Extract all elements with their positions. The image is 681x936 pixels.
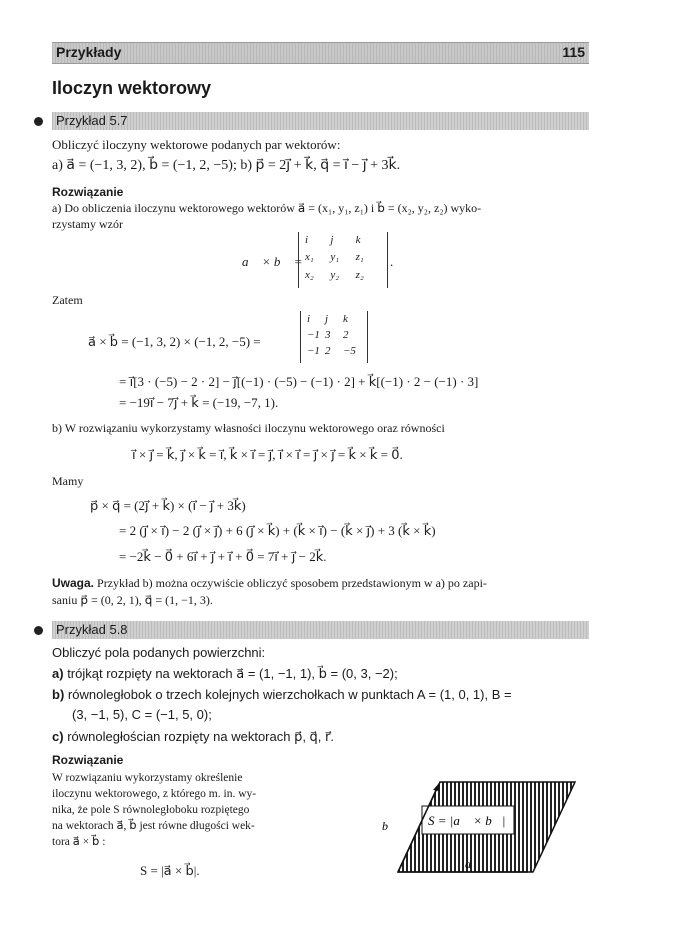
matrix-cell: y₁ [330, 251, 340, 264]
bullet-icon [34, 626, 43, 635]
formula-lhs: a⃗ × b⃗ = [242, 254, 303, 269]
solution-text: b) W rozwiązaniu wykorzystamy własności iloczynu wektorowego oraz równości [52, 421, 445, 435]
item-label: b) [52, 687, 65, 702]
matrix-cell: 2 [343, 329, 349, 341]
solution-text: rzystamy wzór [52, 217, 123, 231]
zatem-label: Zatem [52, 293, 83, 307]
identities: i⃗ × j⃗ = k⃗, j⃗ × k⃗ = i⃗, k⃗ × i⃗ = j⃗, i⃗ × i⃗ = j⃗ × j⃗ = k⃗ × k⃗ = 0⃗. [132, 447, 403, 462]
matrix-cell: k⃗ [343, 313, 357, 325]
matrix-cell: x₁ [305, 251, 314, 264]
solution-line: iloczynu wektorowego, z którego m. in. wy- [52, 788, 257, 800]
calc-line: p⃗ × q⃗ = (2j⃗ + k⃗) × (i⃗ − j⃗ + 3k⃗) [90, 498, 246, 513]
exercise-parts: a) a⃗ = (−1, 3, 2), b⃗ = (−1, 2, −5); b) p⃗ = 2j⃗ + k⃗, q⃗ = i⃗ − j⃗ + 3k⃗. [52, 158, 401, 173]
exercise-item [52, 665, 398, 682]
solution-line: nika, że pole S równoległoboku rozpiętego [52, 804, 250, 816]
matrix-cell: −1 [307, 345, 320, 357]
example-label: Przykład 5.8 [56, 622, 128, 637]
example-label: Przykład 5.7 [56, 113, 128, 128]
example-bar [52, 621, 589, 639]
page-header [52, 42, 589, 64]
matrix-cell: z₁ [355, 251, 364, 264]
item-text: (3, −1, 5), C = (−1, 5, 0); [72, 707, 212, 722]
matrix-cell: 3 [325, 329, 331, 341]
calc-line: = 2 (j⃗ × i⃗) − 2 (j⃗ × j⃗) + 6 (j⃗ × k⃗) + (k⃗ × i⃗) − (k⃗ × j⃗) + 3 (k⃗ × k⃗) [119, 523, 436, 538]
parallelogram-figure [370, 770, 590, 880]
item-text: równoległościan rozpięty na wektorach p⃗, q⃗, r⃗. [67, 729, 334, 744]
calc-line: = i⃗[3 · (−5) − 2 · 2] − j⃗[(−1) · (−5) − (−1) · 2] + k⃗[(−1) · 2 − (−1) · 3] [119, 374, 479, 389]
solution-text-block [52, 770, 256, 850]
solution-heading: Rozwiązanie [52, 753, 124, 767]
calc-line: = −2k⃗ − 0⃗ + 6i⃗ + j⃗ + i⃗ + 0⃗ = 7i⃗ + j⃗ − 2k⃗. [119, 549, 327, 564]
solution-line: na wektorach a⃗, b⃗ jest równe długości wek- [52, 820, 255, 832]
matrix-cell: i⃗ [305, 234, 317, 246]
exercise-item [52, 686, 512, 703]
solution-heading: Rozwiązanie [52, 185, 124, 199]
item-text: trójkąt rozpięty na wektorach a⃗ = (1, −1, 1), b⃗ = (0, 3, −2); [67, 666, 398, 681]
area-label: S = |a⃗ × b⃗| [428, 813, 506, 828]
matrix-cell: j⃗ [325, 313, 337, 325]
note [52, 575, 487, 591]
matrix-cell: y₂ [330, 268, 340, 281]
matrix-cell: −1 [307, 329, 320, 341]
matrix-cell: k⃗ [355, 234, 370, 246]
arrowhead-icon [433, 782, 440, 791]
section-title: Iloczyn wektorowy [52, 78, 212, 98]
mamy-label: Mamy [52, 474, 84, 488]
note-text: saniu p⃗ = (0, 2, 1), q⃗ = (1, −1, 3). [52, 593, 213, 607]
vector-b-label: b⃗ [382, 819, 398, 833]
determinant [300, 311, 368, 363]
solution-line: tora a⃗ × b⃗ : [52, 836, 106, 848]
matrix-cell: z₂ [355, 268, 364, 281]
page-number: 115 [562, 44, 585, 60]
item-label: a) [52, 666, 64, 681]
note-label: Uwaga. [52, 576, 95, 590]
exercise-intro: Obliczyć pola podanych powierzchni: [52, 645, 266, 660]
section-name: Przykłady [56, 44, 122, 60]
exercise-item [52, 728, 334, 745]
matrix-cell: −5 [343, 345, 356, 357]
example-bar [52, 112, 589, 130]
matrix-cell: x₂ [305, 268, 314, 281]
solution-line: W rozwiązaniu wykorzystamy określenie [52, 772, 243, 784]
vector-a-label: a⃗ [465, 857, 481, 871]
calc-lhs: a⃗ × b⃗ = (−1, 3, 2) × (−1, 2, −5) = [88, 334, 261, 349]
exercise-intro: Obliczyć iloczyny wektorowe podanych par wektorów: [52, 137, 341, 152]
item-text: równoległobok o trzech kolejnych wierzchołkach w punktach A = (1, 0, 1), B = [67, 687, 512, 702]
note-text: Przykład b) można oczywiście obliczyć sposobem przedstawionym w a) po zapi- [94, 576, 487, 590]
matrix-cell: 2 [325, 345, 331, 357]
item-label: c) [52, 729, 64, 744]
determinant [298, 232, 388, 288]
area-formula: S = |a⃗ × b⃗|. [140, 863, 200, 878]
matrix-cell: i⃗ [307, 313, 319, 325]
matrix-cell: j⃗ [330, 234, 342, 246]
bullet-icon [34, 117, 43, 126]
solution-text: a) Do obliczenia iloczynu wektorowego wektorów a⃗ = (x₁, y₁, z₁) i b⃗ = (x₂, y₂, z₂) wyko- [52, 201, 482, 215]
calc-line: = −19i⃗ − 7j⃗ + k⃗ = (−19, −7, 1). [119, 395, 279, 410]
